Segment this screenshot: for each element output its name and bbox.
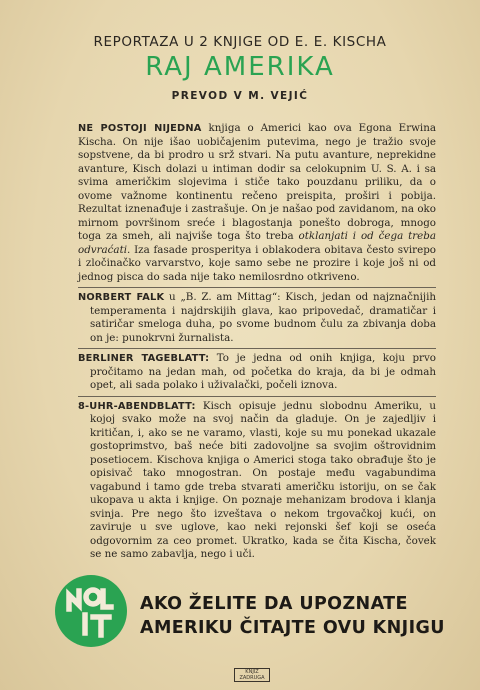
promo-line-1: AKO ŽELITE DA UPOZNATE bbox=[140, 594, 408, 614]
review-quote: Kisch opisuje jednu slobodnu Ameriku, u kojoj svako može na svoj način da gladuje. On je zajedljiv i kritičan, i, ako se ne varamo, vlasti, koje su mu ponekad ukazale gostoprimstvo, baš neće biti zadovoljne sa svojim oštrovidnim posetiocem. Kischova knjiga o Americi stoga tako obrađuje što je opisivač tako mnogostran. On postaje među vagabundima vagabund i tamo gde treba stvarati američku istoriju, on se čak ukopava u akta i knjige. On poznaje mehanizam brodova i klanja svinja. Pre nego što izveštava o nekom trgovačkoj kući, on zaviruje u sve uglove, kao neki rejonski šef koji se oseća odgovornim za ceo promet. Ukratko, kada se čita Kischa, čovek se ne samo zabavlja, nego i uči. bbox=[90, 399, 436, 560]
review-quote: To je jedna od onih knjiga, koju prvo pročitamo na jedan mah, od početka do kraja, da bi je odmah opet, ali sada polako i uživalački, počeli iznova. bbox=[90, 352, 436, 391]
book-title: RAJ AMERIKA bbox=[145, 52, 335, 82]
lead-phrase: NE POSTOJI NIJEDNA bbox=[78, 123, 202, 134]
review-paragraph-2 bbox=[78, 291, 436, 345]
review-source: 8-UHR-ABENDBLATT: bbox=[78, 400, 196, 412]
divider bbox=[78, 287, 436, 288]
review-quote: u „B. Z. am Mittag“: Kisch, jedan od najznačnijih temperamenta i najdrskijih glava, kao pripovedač, dramatičar i satiričar smeloga duha, po svome budnom čulu za zbivanja doba on je: punokrvni žurnalista. bbox=[90, 291, 436, 344]
review-paragraph-3 bbox=[78, 352, 436, 393]
promo-line-2: AMERIKU ČITAJTE OVU KNJIGU bbox=[140, 618, 445, 638]
stamp-line-2: ZADRUGA bbox=[239, 675, 265, 681]
cover-subtitle: REPORTAZA U 2 KNJIGE OD E. E. KISCHA bbox=[93, 34, 387, 50]
review-source: NORBERT FALK bbox=[78, 292, 165, 303]
review-source: BERLINER TAGEBLATT: bbox=[78, 353, 210, 364]
review-paragraph-1 bbox=[78, 122, 436, 284]
review-text-block bbox=[78, 122, 436, 562]
paragraph-text-continued: Iza fasade prosperitya i oblakodera obitava često svirepo i zločinačko varvarstvo, koje samo sebe ne prozire i koje još ni od jednog pisca do sada nije tako nemilosrdno otkriveno. bbox=[78, 243, 436, 283]
stamp-line-1: KNJIŽ bbox=[245, 669, 259, 675]
publisher-stamp bbox=[234, 668, 270, 682]
translator-credit: PREVOD V M. VEJIĆ bbox=[171, 90, 309, 102]
paragraph-text: knjiga o Americi kao ova Egona Erwina Kischa. On nije išao uobičajenim putevima, nego je tražio svoje sopstvene, da bi prodro u srž stvari. Na putu avanture, neprekidne avanture, Kisch dolazi u intiman dodir sa celokupnim U. S. A. i sa svima američkim slojevima i stiče tako pouzdanu priliku, da o ovome važnome kontinentu rečeno preispita, proširi i pobija. Rezultat iznenađuje i zastrašuje. On je našao pod zavidanom, na oko mirnom površinom sreće i blagostanja ponešto dobroga, mnogo toga za smeh, ali najviše toga što treba bbox=[78, 122, 436, 242]
promo-slogan bbox=[140, 592, 450, 640]
nolit-logo-graphic bbox=[55, 575, 127, 647]
divider bbox=[78, 348, 436, 349]
divider bbox=[78, 396, 436, 397]
review-paragraph-4 bbox=[78, 400, 436, 562]
italic-phrase: otklanjati i od čega treba odvraćati. bbox=[78, 230, 436, 256]
publisher-logo-icon bbox=[55, 575, 127, 647]
